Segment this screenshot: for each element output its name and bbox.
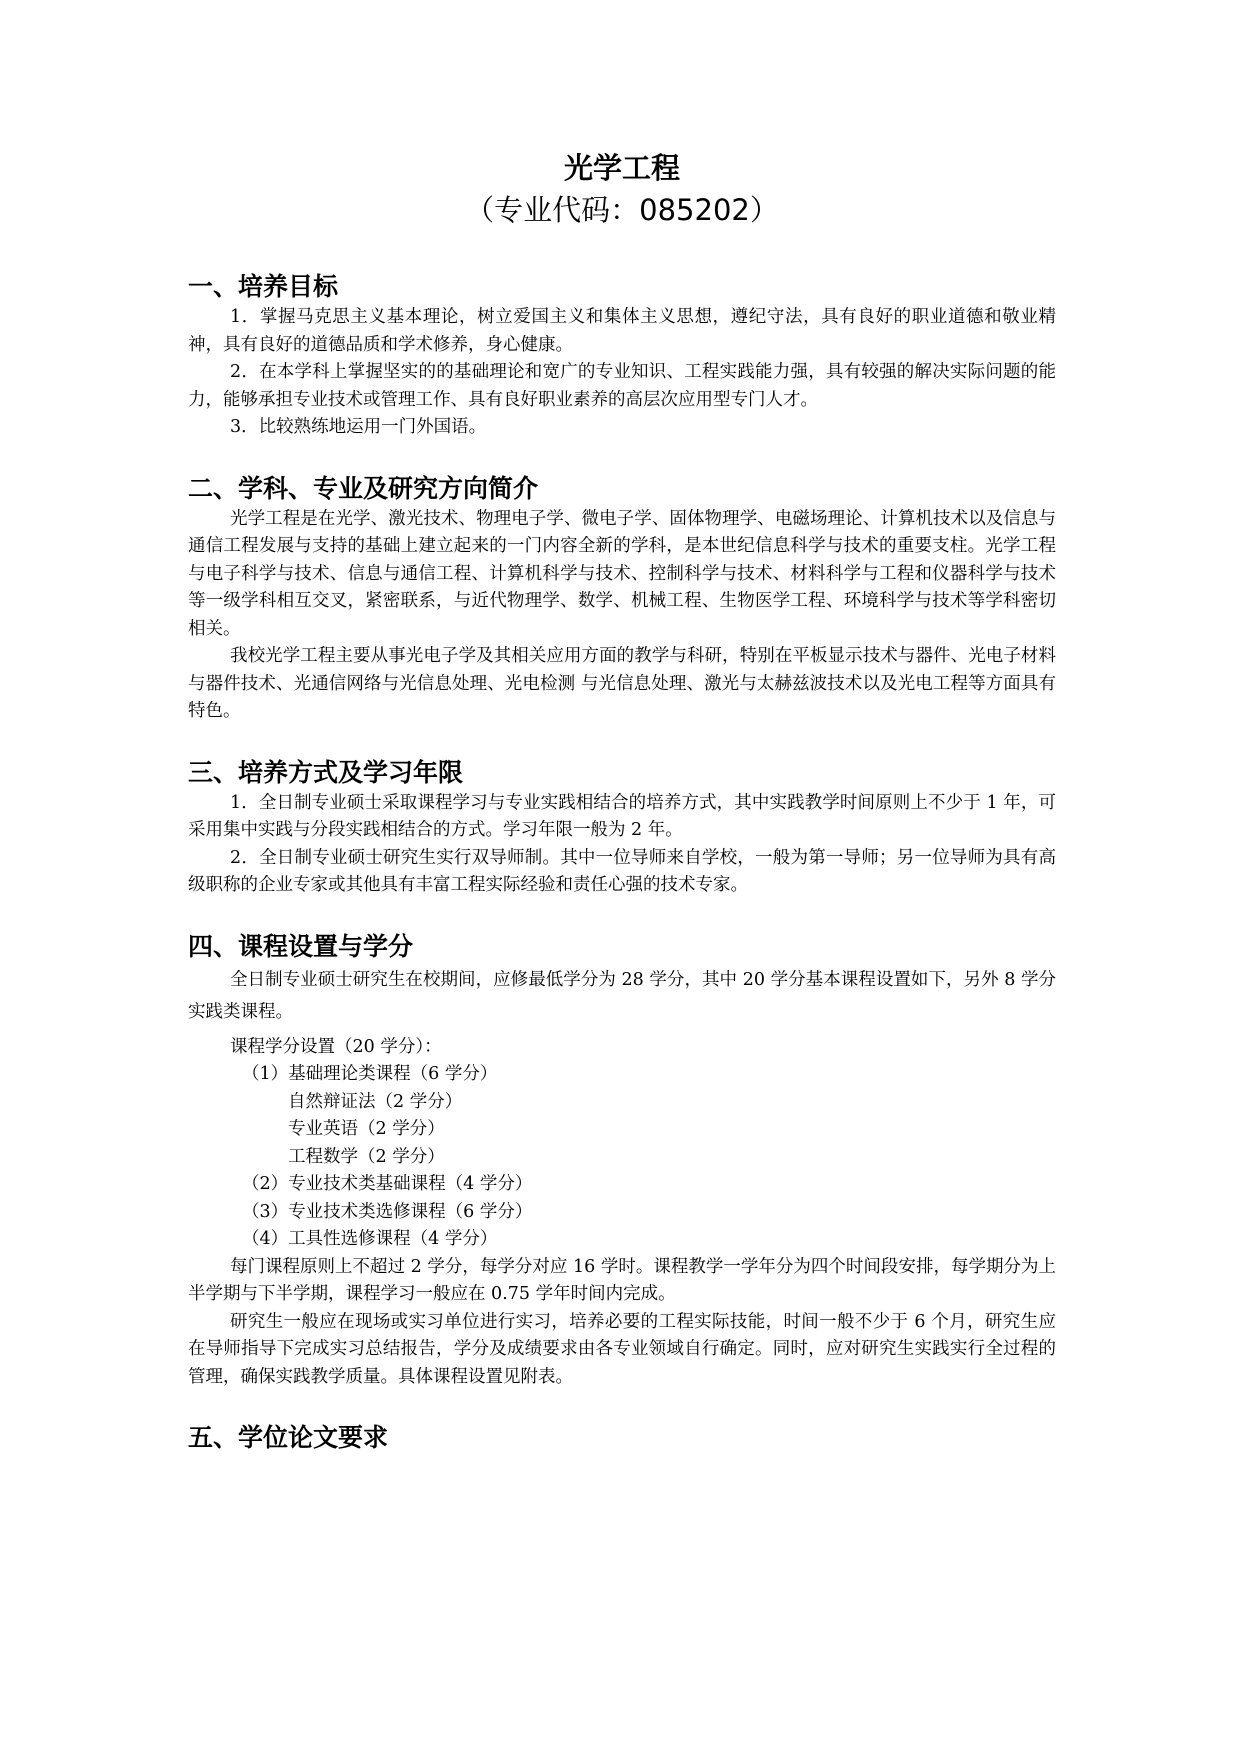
credit-setting-line: 课程学分设置（20 学分）： xyxy=(230,1036,442,1057)
section-training-objectives xyxy=(188,270,1056,442)
paragraph: 每门课程原则上不超过 2 学分，每学分对应 16 学时。课程教学一学年分为四个时间段安排，每学期分为上半学期与下半学期，课程学习一般应在 0.75 学年时间内完成。 xyxy=(188,1256,1056,1304)
course-group-label: （1）基础理论类课程（6 学分） xyxy=(242,1064,498,1084)
section-courses-credits xyxy=(188,930,1056,1392)
document-title: 光学工程 xyxy=(563,151,680,185)
paragraph: 2．全日制专业硕士研究生实行双导师制。其中一位导师来自学校，一般为第一导师；另一位导师为具有高级职称的企业专家或其他具有丰富工程实际经验和责任心强的技术专家。 xyxy=(188,847,1056,895)
section-heading: 四、课程设置与学分 xyxy=(188,931,414,961)
paragraph: 3．比较熟练地运用一门外国语。 xyxy=(230,417,487,437)
paragraph: 全日制专业硕士研究生在校期间，应修最低学分为 28 学分，其中 20 学分基本课程设置如下，另外 8 学分实践类课程。 xyxy=(188,969,1056,1022)
document-page xyxy=(188,148,1056,1455)
section-heading: 一、培养目标 xyxy=(188,272,339,301)
section-heading: 五、学位论文要求 xyxy=(188,1423,389,1452)
paragraph: 光学工程是在光学、激光技术、物理电子学、微电子学、固体物理学、电磁场理论、计算机技术以及信息与通信工程发展与支持的基础上建立起来的一门内容全新的学科，是本世纪信息科学与技术的重要支柱。光学工程与电子科学与技术、信息与通信工程、计算机科学与技术、控制科学与技术、材料科学与工程和仪器科学与技术等一级学科相互交叉，紧密联系，与近代物理学、数学、机械工程、生物医学工程、环境科学与技术等学科密切相关。 xyxy=(188,508,1056,639)
paragraph: 2．在本学科上掌握坚实的的基础理论和宽广的专业知识、工程实践能力强，具有较强的解决实际问题的能力，能够承担专业技术或管理工作、具有良好职业素养的高层次应用型专门人才。 xyxy=(188,362,1056,410)
course-item: 工程数学（2 学分） xyxy=(288,1146,445,1167)
course-item: 自然辩证法（2 学分） xyxy=(288,1091,463,1112)
paragraph: 1．掌握马克思主义基本理论，树立爱国主义和集体主义思想，遵纪守法，具有良好的职业道德和敬业精神，具有良好的道德品质和学术修养，身心健康。 xyxy=(188,307,1056,355)
course-group-label: （3）专业技术类选修课程（6 学分） xyxy=(242,1201,533,1222)
paragraph: 我校光学工程主要从事光电子学及其相关应用方面的教学与科研，特别在平板显示技术与器件、光电子材料与器件技术、光通信网络与光信息处理、光电检测 与光信息处理、激光与太赫兹波技术以及光电工程等方面具有特色。 xyxy=(188,646,1056,721)
paragraph: 1．全日制专业硕士采取课程学习与专业实践相结合的培养方式，其中实践教学时间原则上不少于 1 年，可采用集中实践与分段实践相结合的方式。学习年限一般为 2 年。 xyxy=(188,792,1056,840)
course-item: 专业英语（2 学分） xyxy=(288,1119,445,1139)
section-training-mode xyxy=(188,756,1056,900)
section-discipline-overview xyxy=(188,472,1056,726)
course-group-label: （4）工具性选修课程（4 学分） xyxy=(242,1229,498,1249)
paragraph: 研究生一般应在现场或实习单位进行实习，培养必要的工程实际技能，时间一般不少于 6 个月，研究生应在导师指导下完成实习总结报告，学分及成绩要求由各专业领域自行确定。同时，应对研究生实践实行全过程的管理，确保实践教学质量。具体课程设置见附表。 xyxy=(188,1311,1056,1387)
section-thesis-requirements xyxy=(188,1421,1056,1455)
major-code: （专业代码：085202） xyxy=(465,193,779,227)
course-group-label: （2）专业技术类基础课程（4 学分） xyxy=(242,1174,533,1194)
section-heading: 三、培养方式及学习年限 xyxy=(188,757,464,787)
section-heading: 二、学科、专业及研究方向简介 xyxy=(188,473,539,503)
